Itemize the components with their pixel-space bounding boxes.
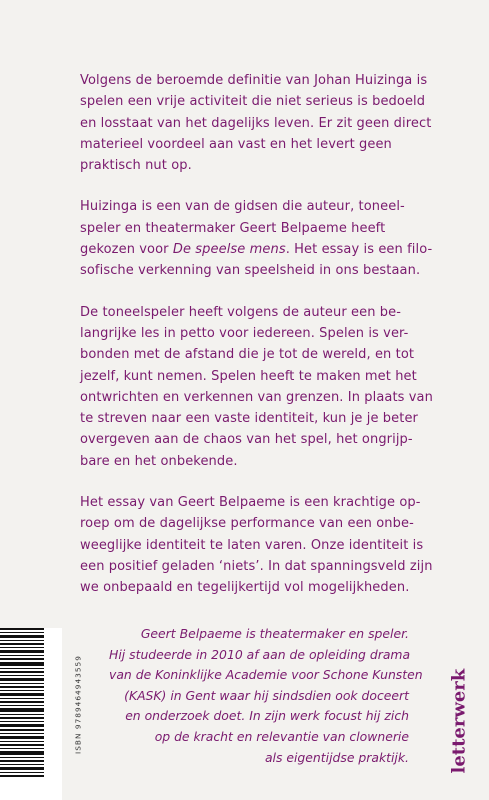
text-line: overgeven aan de chaos van het spel, het ongrijp-	[80, 432, 413, 448]
publisher-logo: letterwerk	[448, 668, 470, 774]
text-line: ontwrichten en verkennen van grenzen. In plaats van	[80, 389, 433, 405]
text-line: bonden met de afstand die je tot de wereld, en tot	[80, 347, 415, 363]
bio-line: en onderzoek doet. In zijn werk focust hij zich	[125, 708, 409, 724]
paragraph-1	[80, 70, 440, 176]
text-line: roep om de dagelijkse performance van een onbe-	[80, 516, 414, 532]
blurb-text	[80, 70, 440, 619]
bio-line: Geert Belpaeme is theatermaker en speler.	[140, 626, 409, 641]
bio-line: op de kracht en relevantie van clownerie	[154, 728, 409, 744]
bio-line: Hij studeerde in 2010 af aan de opleiding drama	[109, 646, 411, 662]
text-line: een positief geladen ‘niets’. In dat spanningsveld zijn	[80, 558, 433, 574]
text-line: en losstaat van het dagelijks leven. Er zit geen direct	[80, 115, 432, 131]
text-line: spelen een vrije activiteit die niet serieus is bedoeld	[80, 94, 426, 110]
text-line: jezelf, kunt nemen. Spelen heeft te maken met het	[80, 368, 417, 384]
paragraph-4	[80, 492, 440, 598]
text-line: weeglijke identiteit te laten varen. Onze identiteit is	[80, 537, 424, 553]
author-bio	[109, 624, 423, 768]
bio-line: als eigentijdse praktijk.	[264, 749, 409, 765]
text-line: Huizinga is een van de gidsen die auteur, toneel-	[80, 199, 405, 215]
text-line: bare en het onbekende.	[80, 453, 238, 469]
paragraph-2	[80, 196, 440, 281]
text-line: Het essay van Geert Belpaeme is een krachtige op-	[80, 495, 421, 511]
text-line: langrijke les in petto voor iedereen. Spelen is ver-	[80, 325, 409, 341]
text-line: materieel voordeel aan vast en het levert geen	[80, 136, 392, 152]
text-line: De toneelspeler heeft volgens de auteur een be-	[80, 304, 402, 320]
text-line: praktisch nut op.	[80, 158, 192, 174]
text-line: speler en theatermaker Geert Belpaeme heeft	[80, 220, 386, 236]
bio-line: (KASK) in Gent waar hij sindsdien ook doceert	[124, 687, 409, 703]
text-line: te streven naar een vaste identiteit, kun je je beter	[80, 411, 418, 427]
isbn-number: ISBN 9789464943559	[73, 655, 83, 754]
text-line: Volgens de beroemde definitie van Johan Huizinga is	[80, 73, 428, 88]
book-title-italic: De speelse mens	[172, 242, 286, 258]
text-line: sofische verkenning van speelsheid in ons bestaan.	[80, 263, 421, 279]
bio-line: van de Koninklijke Academie voor Schone Kunsten	[109, 667, 423, 683]
text-line: gekozen voor De speelse mens. Het essay is een filo-	[80, 242, 433, 258]
paragraph-3	[80, 302, 440, 472]
barcode-icon	[0, 628, 44, 778]
text-line: we onbepaald en tegelijkertijd vol mogelijkheden.	[80, 580, 410, 596]
